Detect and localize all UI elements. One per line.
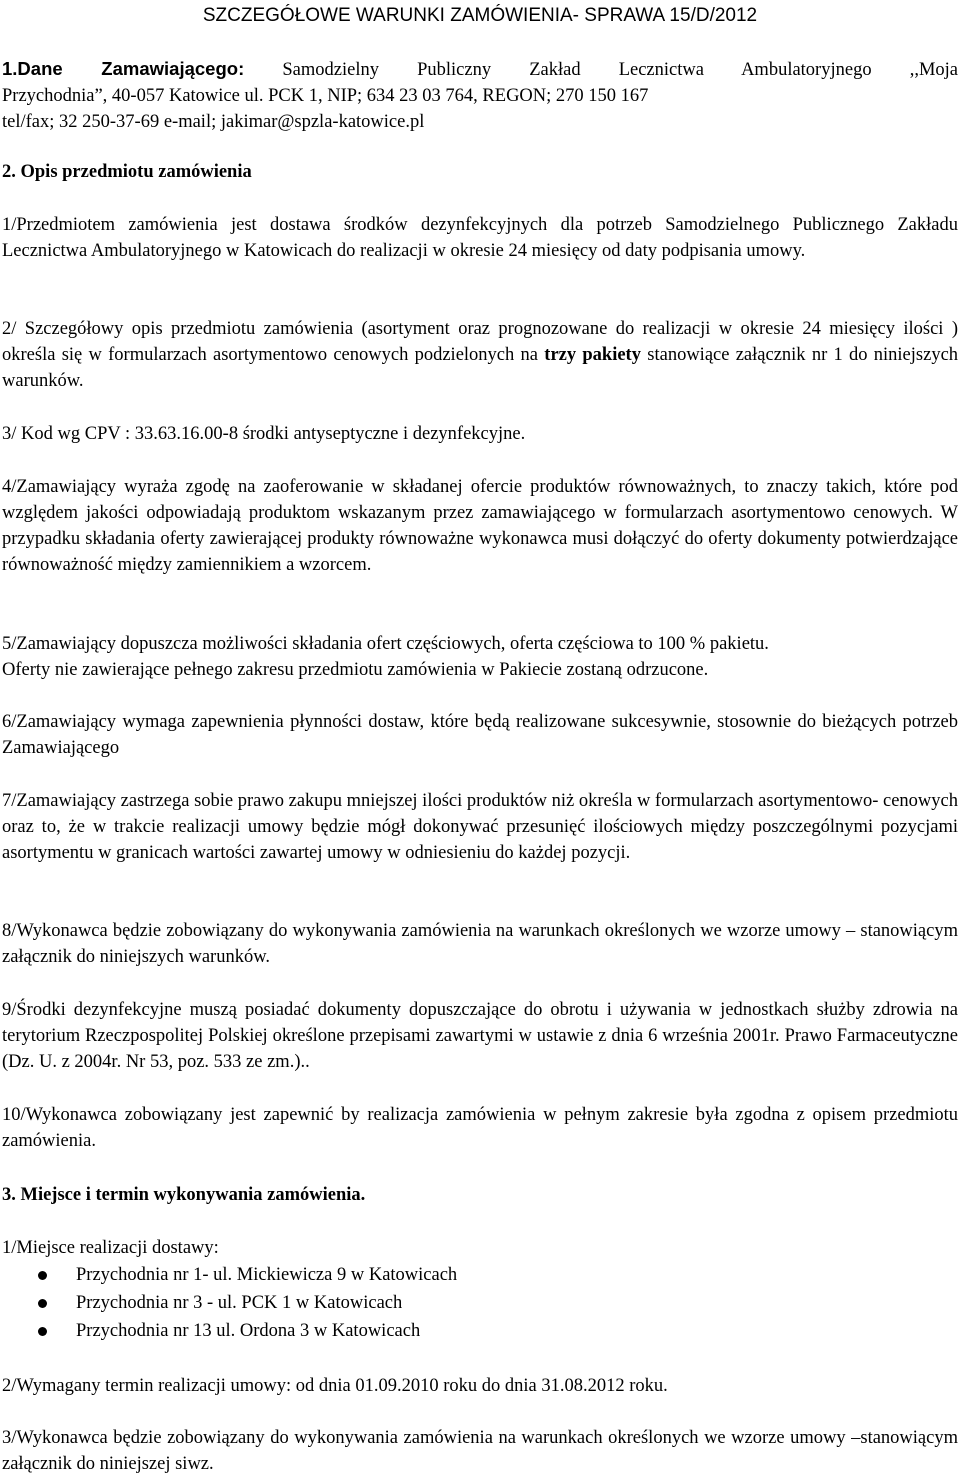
paragraph-2-2 [2, 316, 958, 394]
section1-heading: 1.Dane Zamawiającego: [2, 58, 245, 79]
section2-heading: 2. Opis przedmiotu zamówienia [2, 162, 252, 182]
ordering-party-contact: tel/fax; 32 250-37-69 e-mail; jakimar@spzla-katowice.pl [2, 112, 425, 132]
paragraph-2-5 [2, 631, 958, 683]
paragraph-3-3: 3/Wykonawca będzie zobowiązany do wykonywania zamówienia na warunkach określonych we wzorze umowy –stanowiącym załącznik do niniejszej siwz. [2, 1428, 958, 1474]
paragraph-2-5-line2: Oferty nie zawierające pełnego zakresu przedmiotu zamówienia w Pakiecie zostaną odrzucone. [2, 660, 709, 680]
paragraph-2-10: 10/Wykonawca zobowiązany jest zapewnić by realizacja zamówienia w pełnym zakresie była zgodna z opisem przedmiotu zamówienia. [2, 1105, 958, 1151]
bullet-icon [38, 1271, 47, 1280]
paragraph-3-2: 2/Wymagany termin realizacji umowy: od dnia 01.09.2010 roku do dnia 31.08.2012 roku. [2, 1376, 668, 1396]
paragraph-2-5-line1: 5/Zamawiający dopuszcza możliwości składania ofert częściowych, oferta częściowa to 100 % pakietu. [2, 634, 769, 654]
paragraph-2-8: 8/Wykonawca będzie zobowiązany do wykonywania zamówienia na warunkach określonych we wzorze umowy – stanowiącym załącznik do niniejszych warunków. [2, 921, 958, 967]
location-list-item [0, 1262, 960, 1288]
location-label: Przychodnia nr 3 - ul. PCK 1 w Katowicach [76, 1293, 403, 1313]
paragraph-2-9: 9/Środki dezynfekcyjne muszą posiadać dokumenty dopuszczające do obrotu i używania w jednostkach służby zdrowia na terytorium Rzeczpospolitej Polskiej określone przepisami zawartymi w ustawie z dnia 6 września 2001r. Prawo Farmaceutyczne (Dz. U. z 2004r. Nr 53, poz. 533 ze zm.).. [2, 1000, 958, 1072]
ordering-party-name: Samodzielny Publiczny Zakład Lecznictwa Ambulatoryjnego ,,Moja [282, 60, 958, 80]
paragraph-2-2-text: 2/ Szczegółowy opis przedmiotu zamówienia (asortyment oraz prognozowane do realizacji w okresie 24 miesięcy ilości ) określa się w formularzach asortymentowo cenowych podzielonych na [2, 319, 958, 365]
location-list-item [0, 1290, 960, 1316]
paragraph-2-4: 4/Zamawiający wyraża zgodę na zaoferowanie w składanej ofercie produktów równoważnych, to znaczy takich, które pod względem jakości odpowiadają produktom wskazanym przez zamawiającego w formularzach asortymentowo cenowych. W przypadku składania oferty zawierającej produkty równoważne wykonawca musi dołączyć do oferty dokumenty potwierdzające równoważność między zamiennikiem a wzorcem. [2, 477, 958, 575]
paragraph-2-7: 7/Zamawiający zastrzega sobie prawo zakupu mniejszej ilości produktów niż określa w formularzach asortymentowo- cenowych oraz to, że w trakcie realizacji umowy będzie mógł dokonywać przesunięć ilościowych między poszczególnymi pozycjami asortymentu w granicach wartości zawartej umowy w odniesieniu do każdej pozycji. [2, 791, 959, 863]
document-title: SZCZEGÓŁOWE WARUNKI ZAMÓWIENIA- SPRAWA 15/D/2012 [202, 5, 758, 26]
location-label: Przychodnia nr 1- ul. Mickiewicza 9 w Katowicach [76, 1265, 458, 1285]
bullet-icon [38, 1299, 47, 1308]
location-list-item [0, 1318, 960, 1344]
ordering-party-block [2, 56, 958, 135]
ordering-party-address: Przychodnia”, 40-057 Katowice ul. PCK 1, NIP; 634 23 03 764, REGON; 270 150 167 [2, 86, 649, 106]
paragraph-2-2-bold: trzy pakiety [544, 345, 641, 365]
paragraph-3-1: 1/Miejsce realizacji dostawy: [2, 1238, 219, 1258]
ordering-party-line1 [2, 56, 958, 83]
location-label: Przychodnia nr 13 ul. Ordona 3 w Katowicach [76, 1321, 421, 1341]
paragraph-2-6: 6/Zamawiający wymaga zapewnienia płynności dostaw, które będą realizowane sukcesywnie, stosownie do bieżących potrzeb Zamawiającego [2, 712, 958, 758]
paragraph-2-2-rest: stanowiące załącznik nr 1 do niniejszych warunków. [2, 345, 959, 391]
paragraph-2-1: 1/Przedmiotem zamówienia jest dostawa środków dezynfekcyjnych dla potrzeb Samodzielnego Publicznego Zakładu Lecznictwa Ambulatoryjnego w Katowicach do realizacji w okresie 24 miesięcy od daty podpisania umowy. [2, 215, 958, 261]
section3-heading: 3. Miejsce i termin wykonywania zamówienia. [2, 1185, 366, 1205]
paragraph-2-3: 3/ Kod wg CPV : 33.63.16.00-8 środki antyseptyczne i dezynfekcyjne. [2, 424, 526, 444]
bullet-icon [38, 1327, 47, 1336]
